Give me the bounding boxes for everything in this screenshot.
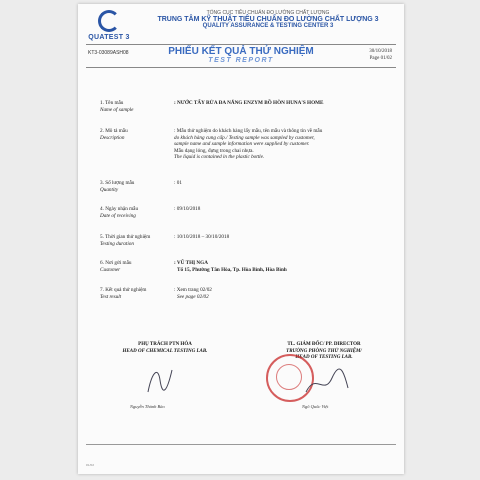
quatest-logo [86,10,132,41]
field-value: : 09/10/2018 [174,206,201,212]
document-number: KT3-03089ASH08 [88,50,129,56]
right-signer-name: Ngô Quốc Việt [302,404,329,409]
field-label-en: Testing duration [100,240,134,247]
left-signer-title-vn: PHỤ TRÁCH PTN HÓA [138,342,192,347]
stamp-inner-ring [276,364,302,390]
field-value-line: do khách hàng cung cấp./ Testing sample was sampled by customer, [174,134,315,141]
right-signer-title-vn: TL. GIÁM ĐỐC/ PP. DIRECTOR [287,342,361,347]
agency-line-3: QUALITY ASSURANCE & TESTING CENTER 3 [202,23,334,29]
field-label-en: Date of receiving [100,212,136,219]
field-value-line: The liquid is contained in the plastic bottle. [174,154,265,160]
field-number: 5. [100,234,104,240]
footer-contact-lines [86,445,396,461]
field-number: 1. [100,100,104,106]
field-label-vn: Thời gian thử nghiệm [105,234,151,240]
field-number: 3. [100,180,104,186]
field-value: : NƯỚC TẨY RỬA ĐA NĂNG ENZYM BỒ HÒN HUNA'S HOME [174,100,324,106]
report-meta [369,48,392,62]
field-label-vn: Số lượng mẫu [105,180,135,186]
page-number: 01/02 [86,463,94,467]
field-label-vn: Mô tả mẫu [105,128,128,134]
field-label-en: Customer [100,266,121,273]
report-date: 30/10/2018 [369,49,392,54]
field-label-vn: Nơi gửi mẫu [105,260,132,266]
right-signer-title-line-3: HEAD OF TESTING LAB. [295,355,353,360]
title-bar [86,44,396,68]
left-signer-title-en: HEAD OF CHEMICAL TESTING LAB. [122,348,208,354]
agency-header [138,10,398,29]
field-value-line: : Xem trang 02/02 [174,287,212,293]
field-label-vn: Kết quả thử nghiệm [105,287,147,293]
field-value-line: sample name and sample information were supplied by customer. [174,141,310,147]
field-number: 7. [100,287,104,293]
agency-line-1: TỔNG CỤC TIÊU CHUẨN ĐO LƯỜNG CHẤT LƯỢNG [206,10,330,16]
field-value: : 10/10/2018 – 30/10/2018 [174,234,230,240]
logo-text: QUATEST 3 [88,34,130,41]
field-label-en: Quantity [100,186,119,193]
signature-left [100,342,230,355]
field-number: 2. [100,128,104,134]
field-label-en: Description [100,134,125,141]
quatest-logo-icon [98,10,120,32]
field-label-vn: Tên mẫu [105,100,124,106]
field-value: : 01 [174,180,182,186]
customer-address: Tổ 15, Phường Tân Hòa, Tp. Hòa Bình, Hòa Bình [177,266,287,273]
right-signer-title-line-2: TRƯỞNG PHÒNG THỬ NGHIỆM/ [286,348,362,354]
agency-line-2: TRUNG TÂM KỸ THUẬT TIÊU CHUẨN ĐO LƯỜNG CHẤT LƯỢNG 3 [157,16,379,23]
field-value-line: : Mẫu thử nghiệm do khách hàng lấy mẫu, tên mẫu và thông tin về mẫu [174,128,323,134]
left-signer-name: Nguyễn Thành Bảo [130,404,165,409]
report-title-en: TEST REPORT [208,57,274,64]
field-value-line: See page 02/02 [177,293,209,300]
right-signature-icon [302,366,352,402]
field-label-en: Test result [100,293,122,300]
customer-name: : VŨ THỊ NGA [174,260,208,266]
field-number: 6. [100,260,104,266]
report-title [156,46,326,64]
page-footer [86,444,396,461]
field-label-en: Name of sample [100,106,134,113]
report-title-vn: PHIẾU KẾT QUẢ THỬ NGHIỆM [168,46,314,57]
field-value-line: Mẫu dạng lỏng, đựng trong chai nhựa. [174,147,254,154]
field-label-vn: Ngày nhận mẫu [105,206,139,212]
test-report-page [78,4,404,474]
report-page: Page 01/02 [369,56,392,61]
left-signature-icon [142,362,182,398]
field-number: 4. [100,206,104,212]
